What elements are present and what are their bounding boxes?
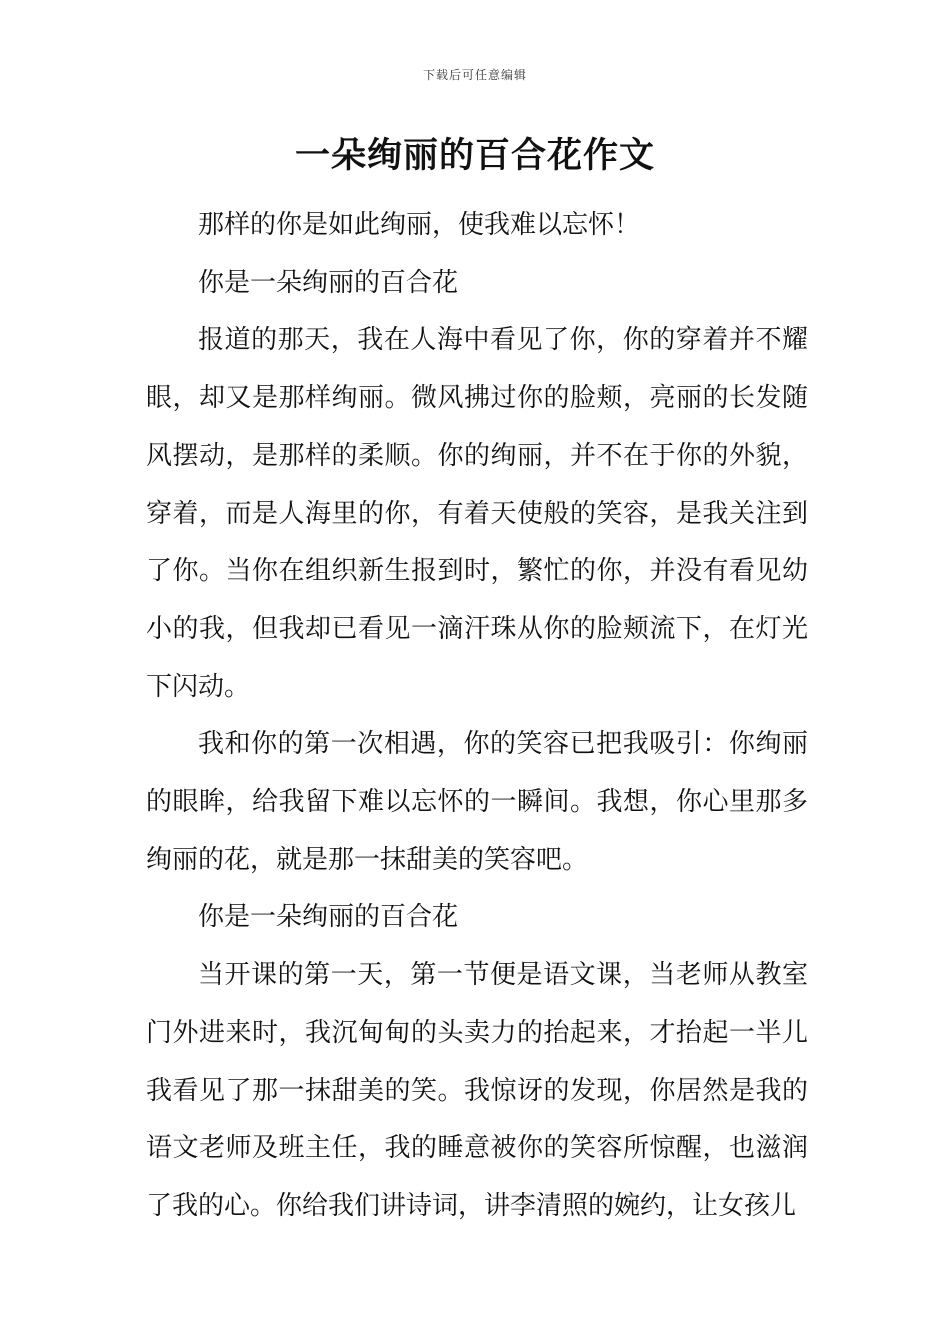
paragraph-1: 那样的你是如此绚丽，使我难以忘怀！ <box>198 210 641 240</box>
header-note: 下载后可任意编辑 <box>422 68 527 82</box>
document-body <box>146 197 808 1236</box>
paragraph-3: 报道的那天，我在人海中看见了你，你的穿着并不耀眼，却又是那样绚丽。微风拂过你的脸颊，亮丽的长发随风摆动，是那样的柔顺。你的绚丽，并不在于你的外貌，穿着，而是人海里的你，有着天使般的笑容，是我关注到了你。当你在组织新生报到时，繁忙的你，并没有看见幼小的我，但我却已看见一滴汗珠从你的脸颊流下，在灯光下闪动。 <box>146 325 808 702</box>
paragraph-5: 你是一朵绚丽的百合花 <box>198 902 459 933</box>
paragraph-6: 当开课的第一天，第一节便是语文课，当老师从教室门外进来时，我沉甸甸的头卖力的抬起来，才抬起一半儿我看见了那一抹甜美的笑。我惊讶的发现，你居然是我的语文老师及班主任，我的睡意被你的笑容所惊醒，也滋润了我的心。你给我们讲诗词，讲李清照的婉约，让女孩儿 <box>146 960 808 1221</box>
paragraph-2: 你是一朵绚丽的百合花 <box>198 267 459 298</box>
paragraph-4: 我和你的第一次相遇，你的笑容已把我吸引：你绚丽的眼眸，给我留下难以忘怀的一瞬间。我想，你心里那多绚丽的花，就是那一抹甜美的笑容吧。 <box>146 729 808 875</box>
document-title: 一朵绚丽的百合花作文 <box>294 136 655 176</box>
